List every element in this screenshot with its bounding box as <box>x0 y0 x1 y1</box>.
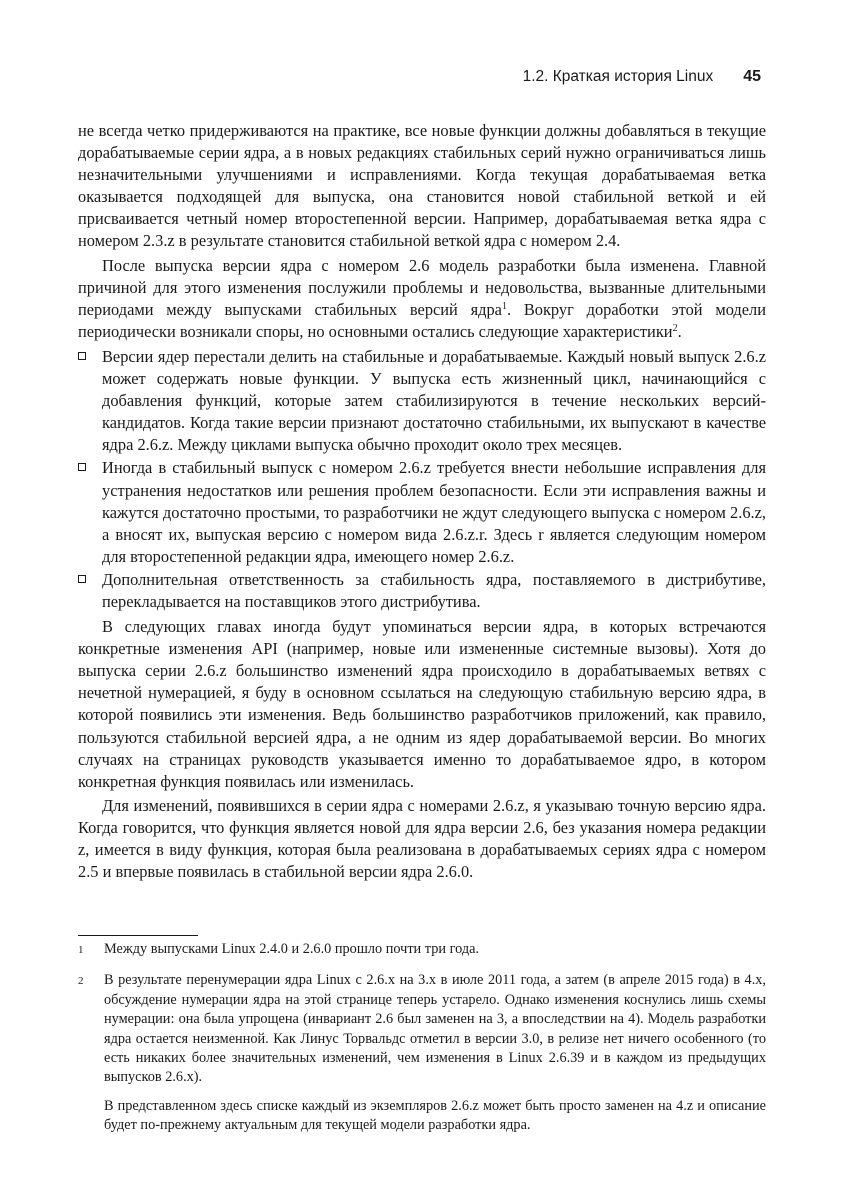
list-item <box>78 569 766 613</box>
characteristics-list <box>78 346 766 613</box>
footnote-text: В результате перенумерации ядра Linux с 2.6.x на 3.x в июле 2011 года, а затем (в апреле 2015 года) в 4.x, обсуждение нумерации ядра на этой странице теперь устарело. Однако изменения коснулись лишь схемы нумерации: она была упрощена (инвариант 2.6 был заменен на 3, а впоследствии на 4). Модель разработки ядра остается неизменной. Как Линус Торвальдс отметил в версии 3.0, в релизе нет ничего особенного (то есть никаких более значительных изменений, чем изменения в Linux 2.6.39 и в каждом из предыдущих выпусков 2.6.x). <box>104 972 766 1086</box>
paragraph-model-change <box>78 255 766 343</box>
page-number: 45 <box>743 68 761 85</box>
list-item-text: Версии ядер перестали делить на стабильные и дорабатываемые. Каждый новый выпуск 2.6.z может содержать новые функции. У выпуска есть жизненный цикл, начинающийся с добавления функций, которые затем стабилизируются в течение нескольких версий-кандидатов. Когда такие версии признают достаточно стабильными, их выпускают в качестве ядра 2.6.z. Между циклами выпуска обычно проходит около трех месяцев. <box>102 346 766 455</box>
list-item <box>78 346 766 456</box>
checkbox-bullet-icon <box>78 575 86 583</box>
list-item <box>78 457 766 567</box>
section-title: 1.2. Краткая история Linux <box>522 68 714 85</box>
footnote-divider <box>78 935 198 936</box>
footnote-number: 1 <box>78 944 84 956</box>
footnote-number: 2 <box>78 975 84 988</box>
footnote-text-continued: В представленном здесь списке каждый из экземпляров 2.6.z может быть просто заменен на 4.z и описание будет по-прежнему актуальным для текущей модели разработки ядра. <box>104 1097 766 1134</box>
checkbox-bullet-icon <box>78 463 86 471</box>
footnote-1 <box>78 940 766 960</box>
paragraph-continuation: не всегда четко придерживаются на практике, все новые функции должны добавляться в текущие дорабатываемые серии ядра, а в новых редакциях стабильных серий нужно ограничиваться лишь незначительными улучшениями и исправлениями. Когда текущая дорабатываемая ветка оказывается подходящей для выпуска, она становится новой стабильной веткой и ей присваивается четный номер второстепенной версии. Например, дорабатываемая ветка ядра с номером 2.3.z в результате становится стабильной веткой ядра с номером 2.4. <box>78 121 766 251</box>
footnote-text: Между выпусками Linux 2.4.0 и 2.6.0 прошло почти три года. <box>104 941 480 957</box>
paragraph-api-changes: В следующих главах иногда будут упоминаться версии ядра, в которых встречаются конкретные изменения API (например, новые или измененные системные вызовы). Хотя до выпуска серии 2.6.z большинство изменений ядра происходило в дорабатываемых ветвях с нечетной нумерацией, я буду в основном ссылаться на следующую стабильную версию ядра, в которой появились эти изменения. Ведь большинство разработчиков приложений, как правило, пользуются стабильной версией ядра, а не одним из ядер дорабатываемой версии. Во многих случаях на страницах руководств указывается именно то дорабатываемое ядро, в котором конкретная функция появилась или изменилась. <box>78 617 766 791</box>
checkbox-bullet-icon <box>78 352 86 360</box>
paragraph-text: После выпуска версии ядра с номером 2.6 модель разработки была изменена. Главной причиной для этого изменения послужили проблемы и недовольства, вызванные длительными периодами между выпусками стабильных версий ядра <box>78 255 766 319</box>
paragraph-text: . <box>677 321 682 341</box>
footnotes <box>78 940 766 1147</box>
running-header <box>523 68 761 86</box>
paragraph-version-notation: Для изменений, появившихся в серии ядра с номерами 2.6.z, я указываю точную версию ядра. Когда говорится, что функция является новой для ядра версии 2.6, без указания номера редакции z, имеется в виду функция, которая была реализована в дорабатываемых сериях ядра с номером 2.5 и впервые появилась в стабильной версии ядра 2.6.0. <box>78 795 766 882</box>
footnote-body <box>104 940 766 960</box>
list-item-text: Дополнительная ответственность за стабильность ядра, поставляемого в дистрибутиве, перекладывается на поставщиков этого дистрибутива. <box>102 569 766 611</box>
list-item-text: Иногда в стабильный выпуск с номером 2.6.z требуется внести небольшие исправления для устранения недостатков или решения проблем безопасности. Если эти исправления важны и кажутся достаточно простыми, то разработчики не ждут следующего выпуска с номером 2.6.z, а вносят их, выпуская версию с номером вида 2.6.z.r. Здесь r является следующим номером для второстепенной редакции ядра, имеющего номер 2.6.z. <box>102 458 766 566</box>
footnote-body <box>104 971 766 1135</box>
footnote-ref-1[interactable]: 1 <box>501 300 507 312</box>
footnote-ref-2[interactable]: 2 <box>672 322 678 334</box>
footnote-2 <box>78 971 766 1135</box>
main-text <box>78 120 766 885</box>
paragraph-text: . Вокруг доработки этой модели периодически возникали споры, но основными остались следующие характеристики <box>78 299 766 341</box>
